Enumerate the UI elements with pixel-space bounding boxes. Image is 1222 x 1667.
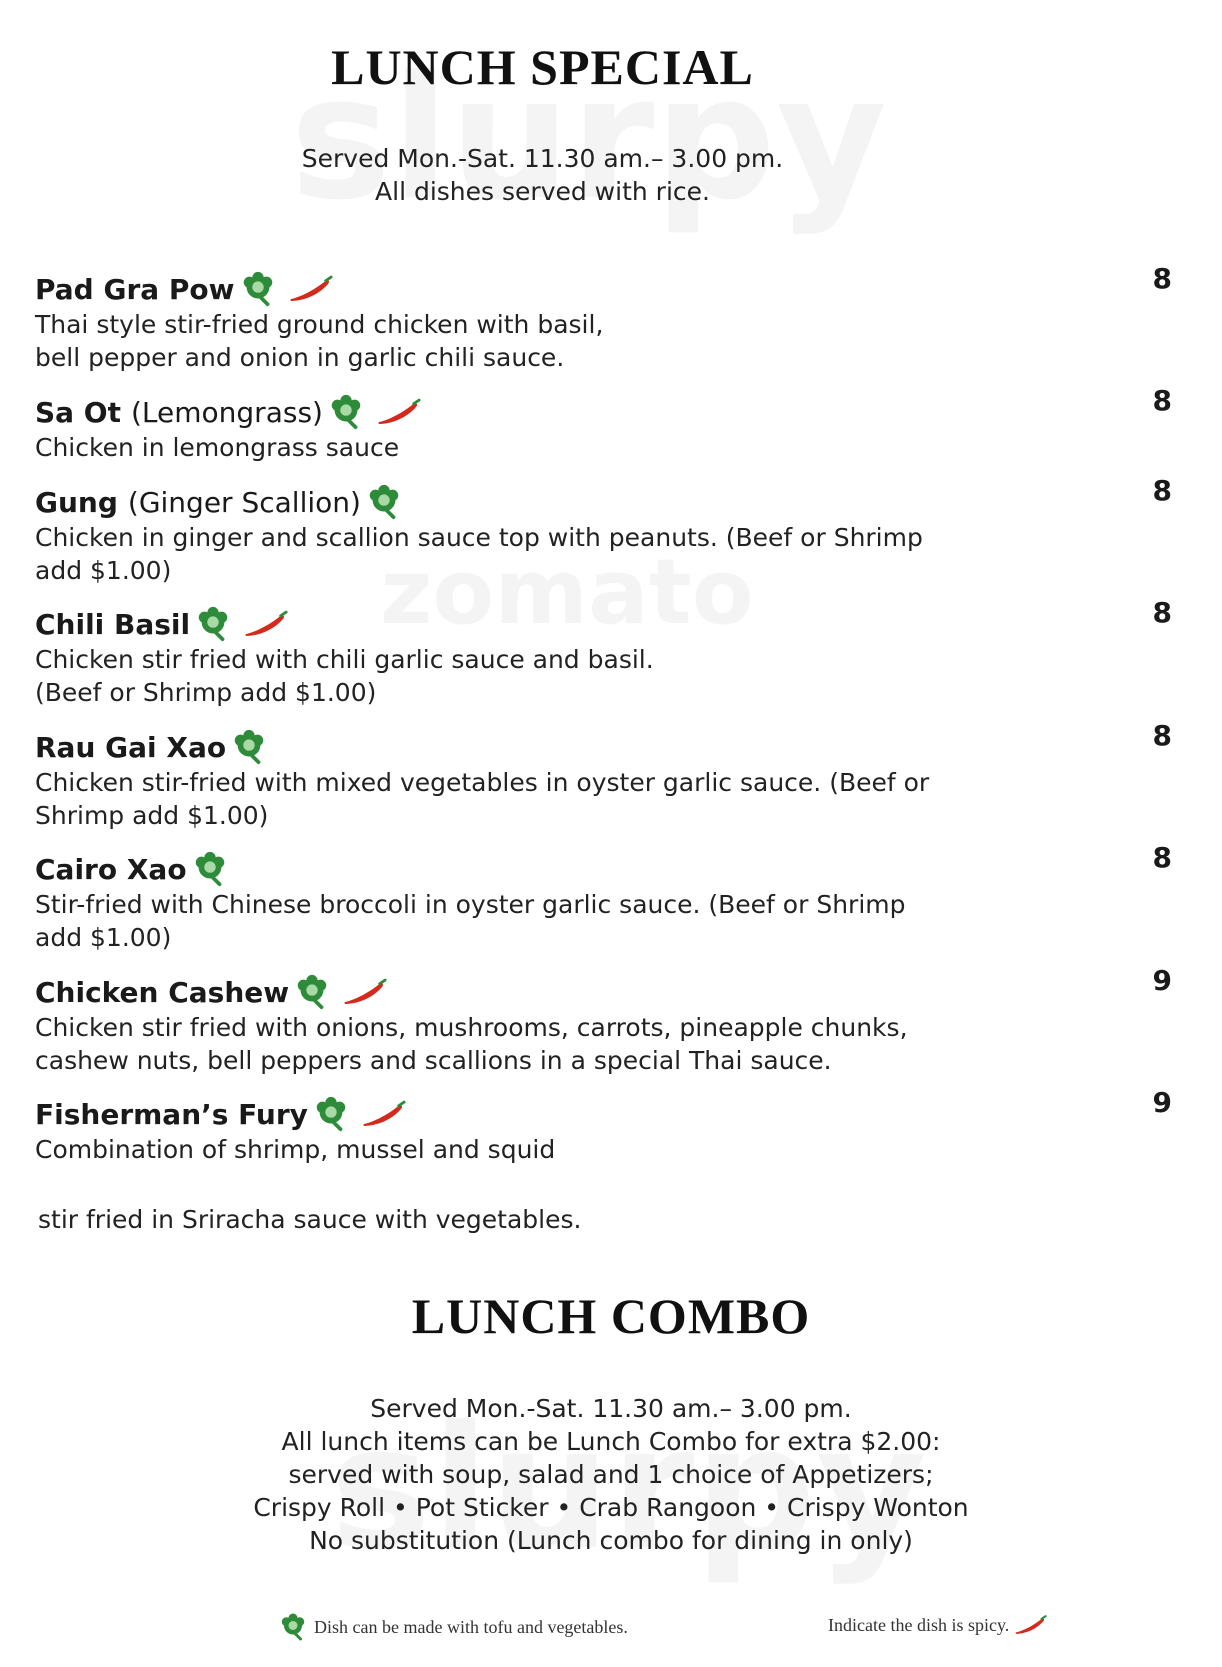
menu-item-name-row (35, 1095, 406, 1133)
menu-item-name-row (35, 483, 403, 521)
menu-item-price: 8 (1152, 262, 1172, 295)
menu-item-price: 8 (1152, 596, 1172, 629)
menu-item-description: Chicken stir-fried with mixed vegetables in oyster garlic sauce. (Beef or Shrimp add $1.00) (35, 768, 930, 830)
lunch-combo-hours: Served Mon.-Sat. 11.30 am.– 3.00 pm. (370, 1394, 852, 1423)
menu-item-price: 9 (1152, 964, 1172, 997)
menu-item-price: 8 (1152, 719, 1172, 752)
basil-leaf-icon (230, 728, 268, 766)
lunch-special-rice-note: All dishes served with rice. (375, 177, 710, 206)
menu-item-price: 8 (1152, 841, 1172, 874)
menu-item-name-detail: (Ginger Scallion) (127, 485, 361, 519)
legend-spicy (828, 1614, 1047, 1636)
menu-item-name: Rau Gai Xao (35, 730, 227, 764)
lunch-combo-extra-price: All lunch items can be Lunch Combo for extra $2.00: (281, 1427, 941, 1456)
lunch-combo-title: LUNCH COMBO (411, 1288, 811, 1344)
menu-item-description: Chicken stir fried with onions, mushrooms, carrots, pineapple chunks, cashew nuts, bell peppers and scallions in a special Thai sauce. (35, 1013, 908, 1075)
menu-item-name: Gung (35, 485, 118, 519)
basil-leaf-icon (293, 973, 331, 1011)
menu-item-name-row (35, 850, 229, 888)
menu-item-name: Cairo Xao (35, 852, 187, 886)
chili-pepper-icon (287, 274, 333, 304)
fishermans-fury-extra-desc: stir fried in Sriracha sauce with vegetables. (38, 1205, 582, 1234)
menu-item-description: Chicken in ginger and scallion sauce top with peanuts. (Beef or Shrimp add $1.00) (35, 523, 923, 585)
chili-pepper-icon (242, 609, 288, 639)
basil-leaf-icon (278, 1612, 308, 1642)
menu-item-price: 8 (1152, 384, 1172, 417)
menu-item-name-row (35, 728, 268, 766)
menu-item-name-row (35, 605, 288, 643)
menu-item-description: Chicken stir fried with chili garlic sauce and basil. (Beef or Shrimp add $1.00) (35, 645, 654, 707)
basil-leaf-icon (312, 1095, 350, 1133)
lunch-combo-includes: served with soup, salad and 1 choice of Appetizers; (288, 1460, 934, 1489)
menu-item-name-row (35, 393, 421, 431)
basil-leaf-icon (194, 605, 232, 643)
chili-pepper-icon (1013, 1614, 1047, 1636)
menu-item-name-row (35, 270, 333, 308)
menu-item-price: 9 (1152, 1086, 1172, 1119)
chili-pepper-icon (375, 397, 421, 427)
menu-item-name-row (35, 973, 387, 1011)
menu-item-name: Chicken Cashew (35, 975, 290, 1009)
menu-item-price: 8 (1152, 474, 1172, 507)
basil-leaf-icon (365, 483, 403, 521)
basil-leaf-icon (191, 850, 229, 888)
menu-item-description: Chicken in lemongrass sauce (35, 433, 400, 462)
basil-leaf-icon (239, 270, 277, 308)
legend-vegetarian-text: Dish can be made with tofu and vegetables. (314, 1616, 628, 1637)
legend-vegetarian (278, 1612, 628, 1642)
basil-leaf-icon (327, 393, 365, 431)
chili-pepper-icon (360, 1099, 406, 1129)
legend-spicy-text: Indicate the dish is spicy. (828, 1614, 1010, 1635)
menu-item-description: Stir-fried with Chinese broccoli in oyster garlic sauce. (Beef or Shrimp add $1.00) (35, 890, 906, 952)
lunch-special-hours: Served Mon.-Sat. 11.30 am.– 3.00 pm. (301, 144, 784, 173)
lunch-combo-appetizers: Crispy Roll • Pot Sticker • Crab Rangoon • Crispy Wonton (253, 1493, 969, 1522)
lunch-special-title: LUNCH SPECIAL (331, 39, 754, 95)
menu-item-name: Sa Ot (35, 395, 121, 429)
chili-pepper-icon (341, 977, 387, 1007)
menu-item-name-detail: (Lemongrass) (131, 395, 323, 429)
menu-item-name: Pad Gra Pow (35, 272, 235, 306)
menu-item-name: Fisherman’s Fury (35, 1097, 308, 1131)
menu-item-name: Chili Basil (35, 607, 191, 641)
lunch-combo-no-substitution: No substitution (Lunch combo for dining in only) (309, 1526, 913, 1555)
menu-item-description: Combination of shrimp, mussel and squid (35, 1135, 556, 1164)
menu-item-description: Thai style stir-fried ground chicken with basil, bell pepper and onion in garlic chili sauce. (35, 310, 604, 372)
